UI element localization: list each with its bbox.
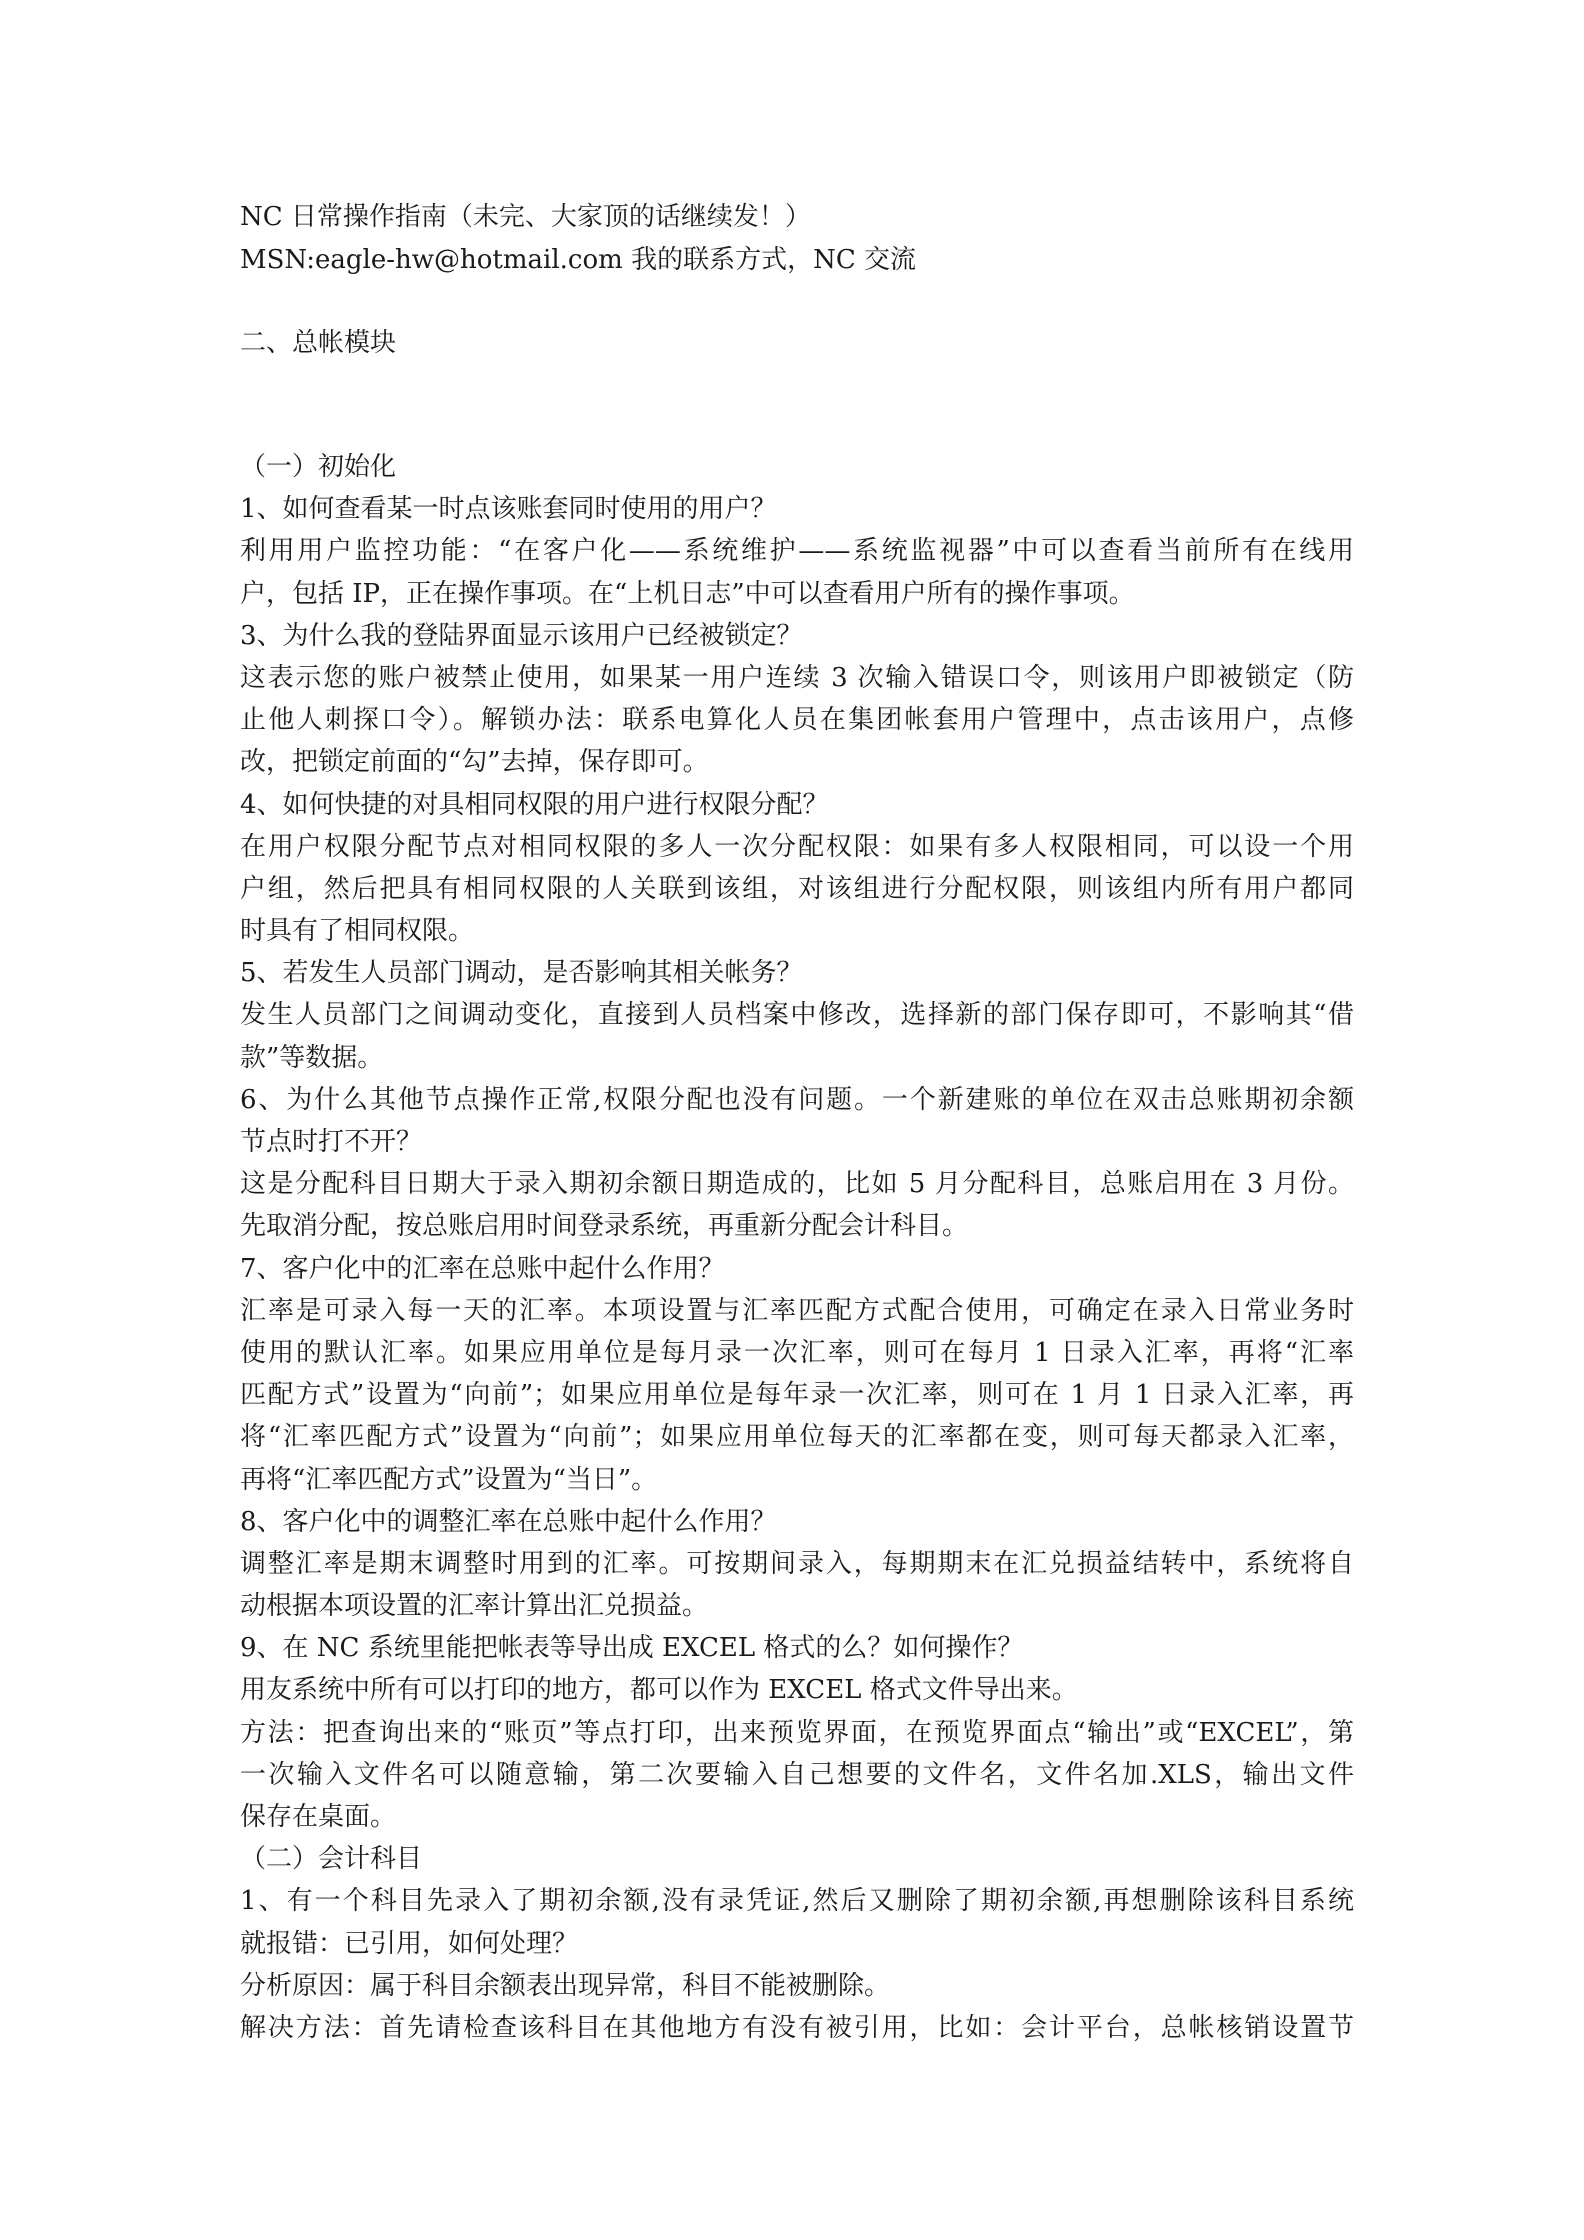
- answer-line: 再将“汇率匹配方式”设置为“当日”。: [240, 1464, 658, 1495]
- subsection-heading: （二）会计科目: [240, 1844, 423, 1875]
- question-line: 3、为什么我的登陆界面显示该用户已经被锁定？: [240, 620, 803, 651]
- question-line: 1、有一个科目先录入了期初余额,没有录凭证,然后又删除了期初余额,再想删除该科目系统: [240, 1886, 1354, 1917]
- answer-line: 一次输入文件名可以随意输，第二次要输入自己想要的文件名，文件名加.XLS，输出文件: [240, 1759, 1354, 1790]
- document-title: NC 日常操作指南（未完、大家顶的话继续发！）: [240, 202, 811, 232]
- answer-line: 这表示您的账户被禁止使用，如果某一用户连续 3 次输入错误口令，则该用户即被锁定（防: [240, 662, 1354, 693]
- answer-line: 先取消分配，按总账启用时间登录系统，再重新分配会计科目。: [240, 1211, 969, 1242]
- answer-line: 户组，然后把具有相同权限的人关联到该组，对该组进行分配权限，则该组内所有用户都同: [240, 873, 1354, 904]
- answer-line: 止他人刺探口令）。解锁办法：联系电算化人员在集团帐套用户管理中，点击该用户，点修: [240, 705, 1354, 736]
- answer-line: 汇率是可录入每一天的汇率。本项设置与汇率匹配方式配合使用，可确定在录入日常业务时: [240, 1295, 1354, 1326]
- answer-line: 在用户权限分配节点对相同权限的多人一次分配权限：如果有多人权限相同，可以设一个用: [240, 831, 1354, 862]
- answer-line: 时具有了相同权限。: [240, 916, 475, 947]
- answer-line: 匹配方式”设置为“向前”；如果应用单位是每年录一次汇率，则可在 1 月 1 日录入汇率，再: [240, 1380, 1354, 1411]
- question-line: 4、如何快捷的对具相同权限的用户进行权限分配？: [240, 789, 829, 820]
- answer-line: 方法：把查询出来的“账页”等点打印，出来预览界面，在预览界面点“输出”或“EXCEL”，第: [240, 1717, 1354, 1748]
- subsection-heading: （一）初始化: [240, 452, 397, 482]
- answer-line: 款”等数据。: [240, 1042, 384, 1073]
- answer-line: 这是分配科目日期大于录入期初余额日期造成的，比如 5 月分配科目，总账启用在 3 月份。: [240, 1169, 1354, 1200]
- question-line: 就报错：已引用，如何处理？: [240, 1928, 579, 1959]
- answer-line: 动根据本项设置的汇率计算出汇兑损益。: [240, 1591, 709, 1622]
- answer-line: 发生人员部门之间调动变化，直接到人员档案中修改，选择新的部门保存即可，不影响其“借: [240, 1000, 1354, 1031]
- contact-line: MSN:eagle-hw@hotmail.com 我的联系方式，NC 交流: [240, 244, 916, 275]
- question-line: 5、若发生人员部门调动，是否影响其相关帐务？: [240, 958, 803, 989]
- answer-line: 利用用户监控功能：“在客户化——系统维护——系统监视器”中可以查看当前所有在线用: [240, 536, 1354, 567]
- answer-line: 改，把锁定前面的“勾”去掉，保存即可。: [240, 747, 709, 778]
- question-line: 9、在 NC 系统里能把帐表等导出成 EXCEL 格式的么？如何操作？: [240, 1633, 1024, 1664]
- answer-line: 使用的默认汇率。如果应用单位是每月录一次汇率，则可在每月 1 日录入汇率，再将“汇率: [240, 1337, 1354, 1368]
- answer-line: 调整汇率是期末调整时用到的汇率。可按期间录入，每期期末在汇兑损益结转中，系统将自: [240, 1548, 1354, 1579]
- answer-line: 户，包括 IP，正在操作事项。在“上机日志”中可以查看用户所有的操作事项。: [240, 578, 1135, 609]
- answer-line: 分析原因：属于科目余额表出现异常，科目不能被删除。: [240, 1970, 891, 2001]
- answer-line: 将“汇率匹配方式”设置为“向前”；如果应用单位每天的汇率都在变，则可每天都录入汇率，: [240, 1422, 1354, 1453]
- question-line: 8、客户化中的调整汇率在总账中起什么作用？: [240, 1506, 777, 1537]
- section-heading: 二、总帐模块: [240, 328, 397, 358]
- question-line: 6、为什么其他节点操作正常,权限分配也没有问题。一个新建账的单位在双击总账期初余额: [240, 1084, 1354, 1115]
- document-header: [240, 196, 1354, 281]
- answer-line: 保存在桌面。: [240, 1802, 397, 1832]
- question-line: 7、客户化中的汇率在总账中起什么作用？: [240, 1253, 725, 1284]
- answer-line: 用友系统中所有可以打印的地方，都可以作为 EXCEL 格式文件导出来。: [240, 1675, 1078, 1706]
- document-body: [240, 446, 1354, 2049]
- question-line: 1、如何查看某一时点该账套同时使用的用户？: [240, 494, 777, 525]
- question-line: 节点时打不开？: [240, 1127, 423, 1157]
- answer-line: 解决方法：首先请检查该科目在其他地方有没有被引用，比如：会计平台，总帐核销设置节: [240, 2012, 1354, 2043]
